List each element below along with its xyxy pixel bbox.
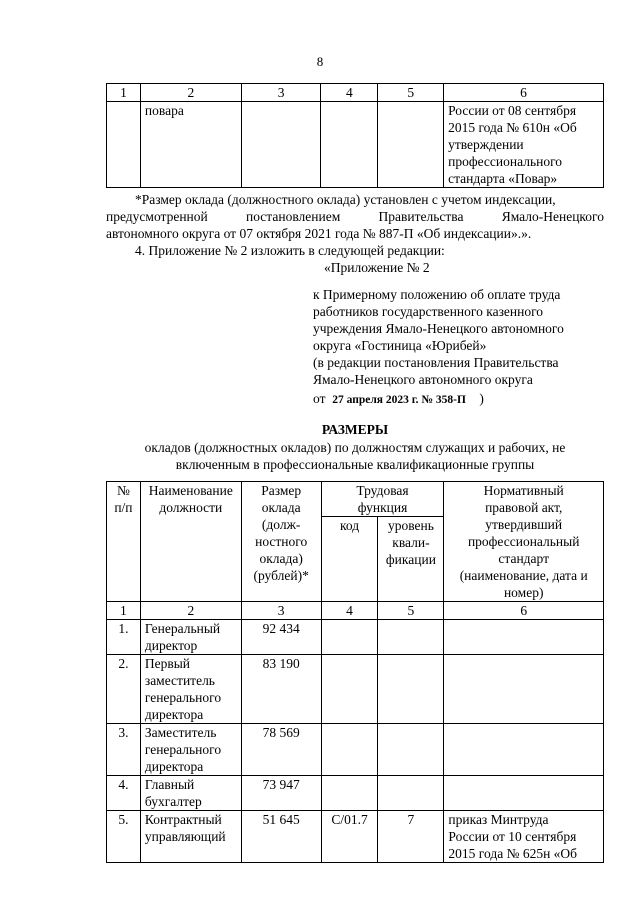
- text-line: оклада): [259, 551, 303, 566]
- text-line: утвердивший: [485, 517, 563, 532]
- text-line: Первый: [144, 656, 191, 671]
- column-number-row: [107, 602, 604, 620]
- page-number: 8: [316, 54, 324, 69]
- text-line: учреждения Ямало-Ненецкого автономного: [313, 321, 564, 336]
- text-line: квали-: [392, 535, 430, 550]
- text-line: бухгалтер: [144, 794, 202, 809]
- col-number: 5: [378, 84, 444, 102]
- header-salary: [241, 482, 321, 602]
- table-header-row: [107, 482, 604, 517]
- text-line: приказ Минтруда: [448, 812, 549, 827]
- page-title: РАЗМЕРЫ: [321, 422, 389, 437]
- salary-table: [106, 481, 604, 863]
- decree-date: 27 апреля 2023 г. № 358-П: [332, 394, 466, 406]
- text-line: (рублей)*: [253, 568, 309, 583]
- text-line: ностного: [255, 534, 308, 549]
- text-line: профессионального: [448, 154, 563, 169]
- text-line: Размер: [261, 483, 302, 498]
- subtitle-line-1: окладов (должностных окладов) по должностям служащих и рабочих, не: [144, 440, 566, 455]
- text-line: оклада: [261, 500, 301, 515]
- text-line: России от 10 сентября: [448, 829, 577, 844]
- row-number: 2.: [107, 655, 141, 724]
- amendment-item-4: 4. Приложение № 2 изложить в следующей редакции:: [135, 243, 445, 258]
- text-line: утверждении: [448, 137, 524, 152]
- qualification-level: 7: [378, 811, 444, 863]
- table-cell: [321, 102, 378, 188]
- position-name: [140, 776, 241, 811]
- text-line: Генеральный: [144, 621, 221, 636]
- table-row: [107, 724, 604, 776]
- text-line: стандарт: [498, 551, 549, 566]
- text-line: 2015 года № 625н «Об: [448, 846, 578, 861]
- subtitle-line-2: включенным в профессиональные квалификационные группы: [175, 457, 535, 472]
- col-number: 2: [140, 602, 241, 620]
- position-name: [140, 724, 241, 776]
- col-number: 5: [378, 602, 444, 620]
- col-number: 1: [107, 602, 141, 620]
- text-line: Главный: [144, 777, 195, 792]
- text-line: (в редакции постановления Правительства: [313, 355, 559, 370]
- function-code: С/01.7: [321, 811, 378, 863]
- table-row: [107, 655, 604, 724]
- col-number: 2: [140, 84, 241, 102]
- text-line: округа «Гостиница «Юрибей»: [313, 338, 487, 353]
- normative-act: [444, 620, 604, 655]
- salary-value: 51 645: [241, 811, 321, 863]
- table-header-row: [107, 84, 604, 102]
- col-number: 6: [444, 602, 604, 620]
- appendix-reference: [313, 286, 618, 409]
- qualification-level: [378, 776, 444, 811]
- text-line: Заместитель: [144, 725, 217, 740]
- footnote-line-3: автономного округа от 07 октября 2021 года № 887-П «Об индексации».».: [106, 226, 532, 241]
- col-number: 3: [241, 602, 321, 620]
- header-position: [140, 482, 241, 602]
- normative-act: [444, 776, 604, 811]
- salary-value: 83 190: [241, 655, 321, 724]
- decree-date-line: [313, 390, 618, 409]
- text-line: профессиональный: [467, 534, 580, 549]
- row-number: 3.: [107, 724, 141, 776]
- normative-act: [444, 724, 604, 776]
- qualification-level: [378, 724, 444, 776]
- text-line: директора: [144, 759, 204, 774]
- qualification-level: [378, 620, 444, 655]
- col-number: 3: [241, 84, 321, 102]
- text-line: Контрактный: [144, 812, 222, 827]
- date-suffix: ): [479, 391, 484, 406]
- qualification-level: [378, 655, 444, 724]
- salary-value: 73 947: [241, 776, 321, 811]
- text-line: фикации: [385, 552, 436, 567]
- date-prefix: от: [313, 391, 326, 406]
- table-row: [107, 102, 604, 188]
- col-number: 4: [321, 602, 378, 620]
- text-line: директор: [144, 638, 198, 653]
- appendix-title: «Приложение № 2: [324, 260, 430, 275]
- text-line: номер): [503, 585, 544, 600]
- col-number: 4: [321, 84, 378, 102]
- normative-act: [444, 811, 604, 863]
- text-line: правовой акт,: [485, 500, 563, 515]
- text-line: Трудовая: [356, 483, 409, 498]
- function-code: [321, 724, 378, 776]
- text-line: работников государственного казенного: [313, 304, 544, 319]
- table-row: [107, 776, 604, 811]
- text-line: стандарта «Повар»: [448, 171, 558, 186]
- col-number: 1: [107, 84, 141, 102]
- row-number: 4.: [107, 776, 141, 811]
- function-code: [321, 620, 378, 655]
- row-number: 5.: [107, 811, 141, 863]
- text-line: должности: [159, 500, 223, 515]
- text-line: директора: [144, 707, 204, 722]
- text-line: 2015 года № 610н «Об: [448, 120, 577, 135]
- table-row: [107, 620, 604, 655]
- text-line: генерального: [144, 690, 222, 705]
- row-number: 1.: [107, 620, 141, 655]
- continued-table: [106, 83, 604, 188]
- normative-act: [444, 102, 604, 188]
- function-code: [321, 655, 378, 724]
- table-cell: [378, 102, 444, 188]
- header-normative-act: [444, 482, 604, 602]
- text-line: №: [116, 483, 130, 498]
- text-line: заместитель: [144, 673, 215, 688]
- text-line: Нормативный: [483, 483, 564, 498]
- header-code: код: [321, 517, 378, 602]
- text-line: функция: [357, 500, 408, 515]
- text-line: России от 08 сентября: [448, 103, 577, 118]
- table-cell: [107, 102, 141, 188]
- text-line: (наименование, дата и: [459, 568, 588, 583]
- header-number: [107, 482, 141, 602]
- table-row: [107, 811, 604, 863]
- position-name: повара: [140, 102, 241, 188]
- text-line: к Примерному положению об оплате труда: [313, 287, 561, 302]
- header-labor-function: [321, 482, 444, 517]
- function-code: [321, 776, 378, 811]
- salary-value: 78 569: [241, 724, 321, 776]
- position-name: [140, 811, 241, 863]
- text-line: уровень: [387, 518, 434, 533]
- text-line: Ямало-Ненецкого автономного округа: [313, 372, 533, 387]
- salary-value: 92 434: [241, 620, 321, 655]
- text-line: Наименование: [148, 483, 233, 498]
- footnote-line-1: *Размер оклада (должностного оклада) установлен с учетом индексации,: [135, 192, 556, 207]
- normative-act: [444, 655, 604, 724]
- text-line: генерального: [144, 742, 222, 757]
- text-line: (долж-: [261, 517, 301, 532]
- footnote-line-2: предусмотренной постановлением Правительства Ямало-Ненецкого: [106, 209, 604, 224]
- table-cell: [241, 102, 321, 188]
- text-line: п/п: [114, 500, 133, 515]
- header-qualification-level: [378, 517, 444, 602]
- position-name: [140, 620, 241, 655]
- text-line: управляющий: [144, 829, 226, 844]
- position-name: [140, 655, 241, 724]
- col-number: 6: [444, 84, 604, 102]
